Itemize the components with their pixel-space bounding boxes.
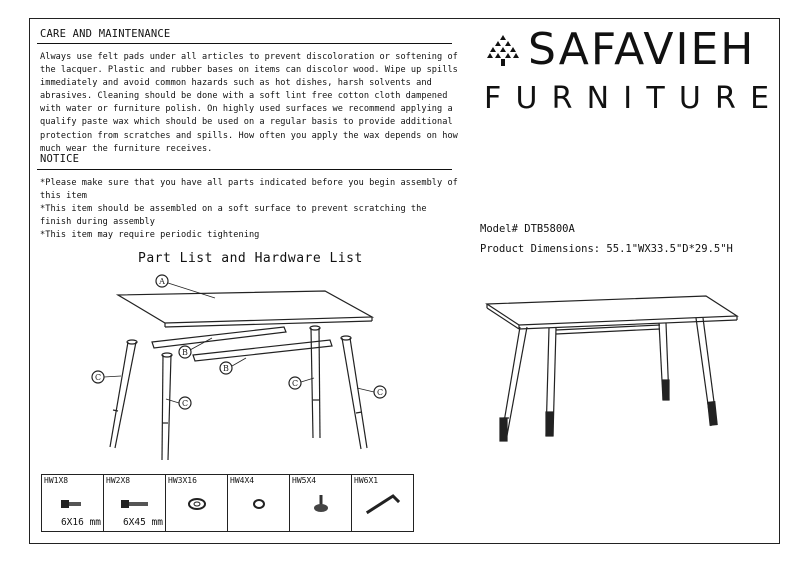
part-label-b: B [223,364,229,373]
leg-part-4 [341,336,367,449]
bolt-long-icon [104,489,165,519]
notice-item: *Please make sure that you have all parts indicated before you begin assembly of this item [40,178,458,202]
brand-subtitle: FURNITURE [484,81,784,116]
hardware-table [41,474,414,532]
hardware-cell [228,475,290,532]
washer-icon [166,489,227,519]
care-heading: CARE AND MAINTENANCE [40,28,171,40]
small-washer-icon [228,489,289,519]
brand-name: SAFAVIEH [528,24,756,75]
notice-item: *This item should be assembled on a soft surface to prevent scratching the finish during assembly [40,204,427,228]
hardware-cell [104,475,166,532]
notice-item: *This item may require periodic tightening [40,230,260,241]
part-label-c: C [291,379,299,388]
hardware-size: 6X45 mm [122,517,163,528]
hardware-code: HW1X8 [44,476,69,485]
hardware-code: HW6X1 [354,476,379,485]
notice-heading: NOTICE [40,153,80,165]
leg-part-1 [110,340,137,448]
hardware-code: HW5X4 [292,476,317,485]
hardware-cell [166,475,228,532]
part-label-c: C [94,373,102,382]
parts-title: Part List and Hardware List [138,251,363,266]
glide-icon [290,489,351,519]
model-number: Model# DTB5800A [480,223,575,235]
care-text: Always use felt pads under all articles to prevent discoloration or softening of the lacquer. Plastic and rubber bases on items can discolor wood. Wipe up spills immediately and avoid common hazards such as hot dishes, harsh solvents and abrasives. Cleaning should be done with a soft lint free cotton cloth dampened with water or furniture polish. On highly used surfaces we recommend applying a qualify paste wax which should be used on a regular basis to provide additional protection from scratches and spills. How often you apply the wax depends on how much wear the furniture receives. [40,52,458,154]
hardware-code: HW4X4 [230,476,255,485]
hardware-size: 6X16 mm [60,517,101,528]
rail-part-1 [152,327,286,348]
part-label-c: C [376,388,384,397]
hardware-cell [352,475,414,532]
hardware-cell [290,475,352,532]
part-label-a: A [159,277,165,286]
part-label-b: B [182,348,188,357]
product-dimensions: Product Dimensions: 55.1"WX33.5"D*29.5"H [480,243,733,255]
tabletop-part [118,291,372,323]
leg-part-2 [162,353,172,460]
hardware-code: HW2X8 [106,476,131,485]
hardware-cell [42,475,104,532]
allen-key-icon [352,489,413,519]
part-label-c: C [181,399,189,408]
hardware-code: HW3X16 [168,476,197,485]
bolt-short-icon [42,489,103,519]
assembled-table-drawing [487,296,737,441]
